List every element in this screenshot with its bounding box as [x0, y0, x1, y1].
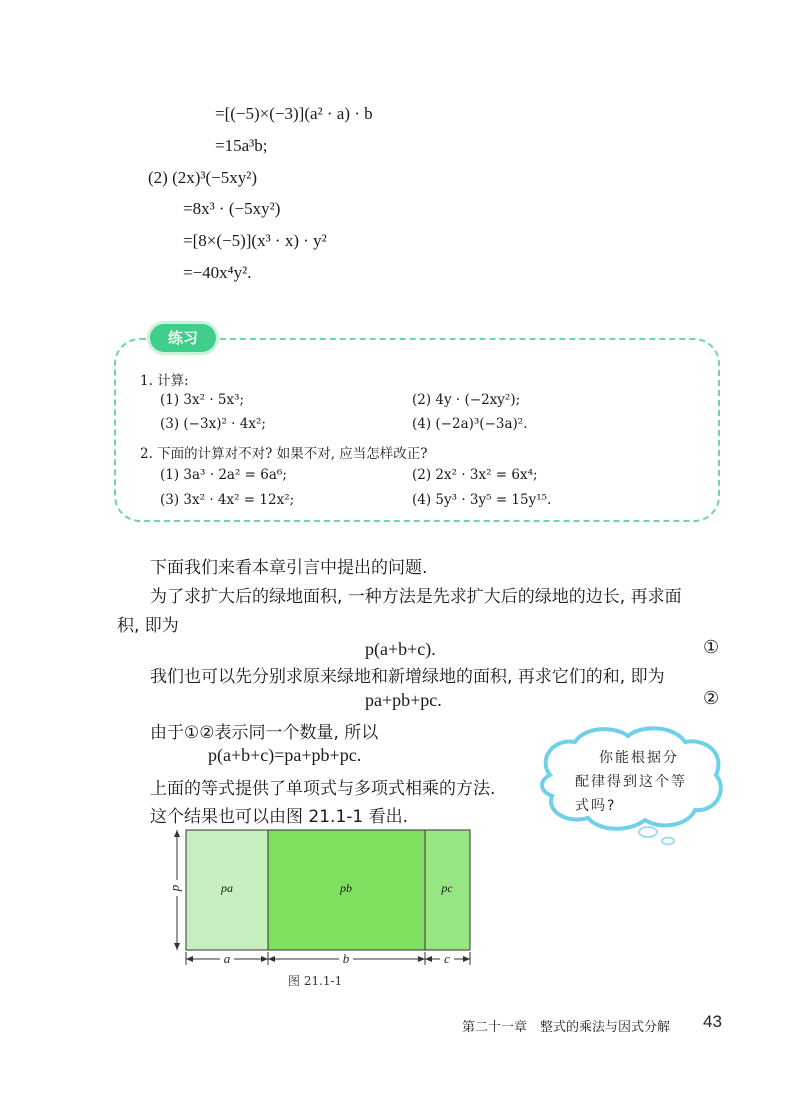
paragraph-4: 由于①②表示同一个数量, 所以	[150, 723, 379, 743]
side-label-p: p	[167, 884, 182, 892]
equation-2-number: ②	[703, 688, 720, 709]
chapter-footer: 第二十一章 整式的乘法与因式分解	[462, 1020, 671, 1035]
paragraph-5: 上面的等式提供了单项式与多项式相乘的方法.	[150, 779, 496, 799]
example-line-1: =[(−5)×(−3)](a² · a) · b	[215, 104, 373, 123]
example-line-6: =−40x⁴y².	[183, 263, 252, 282]
equation-1: p(a+b+c).	[365, 639, 436, 659]
paragraph-6: 这个结果也可以由图 21.1-1 看出.	[150, 807, 409, 827]
equation-1-number: ①	[703, 637, 720, 658]
bubble-line-1: 你能根据分	[599, 750, 679, 766]
practice-q2-item-1: (1) 3a³ · 2a² = 6a⁶;	[160, 467, 287, 483]
region-pb-label: pb	[340, 881, 352, 895]
paragraph-3: 我们也可以先分别求原来绿地和新增绿地的面积, 再求它们的和, 即为	[150, 667, 665, 687]
example-line-2: =15a³b;	[215, 136, 268, 155]
region-pc-label: pc	[441, 881, 453, 895]
figure-caption: 图 21.1-1	[288, 974, 343, 988]
paragraph-1: 下面我们来看本章引言中提出的问题.	[150, 558, 428, 578]
practice-q1-title: 1. 计算:	[140, 373, 189, 389]
practice-q2-item-3: (3) 3x² · 4x² = 12x²;	[160, 492, 295, 508]
example-line-4: =8x³ · (−5xy²)	[183, 199, 281, 218]
page-number: 43	[703, 1012, 722, 1031]
practice-q1-item-1: (1) 3x² · 5x³;	[160, 392, 245, 408]
practice-q2-title: 2. 下面的计算对不对? 如果不对, 应当怎样改正?	[140, 446, 428, 462]
region-pa-label: pa	[221, 881, 233, 895]
practice-q1-item-3: (3) (−3x)² · 4x²;	[160, 416, 266, 432]
practice-q2-item-2: (2) 2x² · 3x² = 6x⁴;	[412, 467, 538, 483]
bubble-line-2: 配律得到这个等	[575, 774, 687, 790]
example-line-5: =[8×(−5)](x³ · x) · y²	[183, 231, 327, 250]
bottom-label-b: b	[342, 951, 350, 966]
practice-q1-item-4: (4) (−2a)³(−3a)².	[412, 416, 528, 432]
equation-3: p(a+b+c)=pa+pb+pc.	[208, 745, 362, 765]
paragraph-2-line-1: 为了求扩大后的绿地面积, 一种方法是先求扩大后的绿地的边长, 再求面	[150, 587, 682, 607]
practice-q1-item-2: (2) 4y · (−2xy²);	[412, 392, 521, 408]
paragraph-2-line-2: 积, 即为	[117, 616, 179, 636]
example-line-3: (2) (2x)³(−5xy²)	[148, 168, 257, 187]
bubble-text	[575, 746, 695, 818]
bubble-line-3: 式吗?	[575, 798, 617, 814]
bottom-label-a: a	[223, 951, 231, 966]
practice-q2-item-4: (4) 5y³ · 3y⁵ = 15y¹⁵.	[412, 492, 552, 508]
bottom-label-c: c	[444, 951, 450, 966]
equation-2: pa+pb+pc.	[365, 690, 442, 710]
practice-tag: 练习	[150, 324, 216, 352]
figure-21-1-1	[167, 826, 480, 968]
